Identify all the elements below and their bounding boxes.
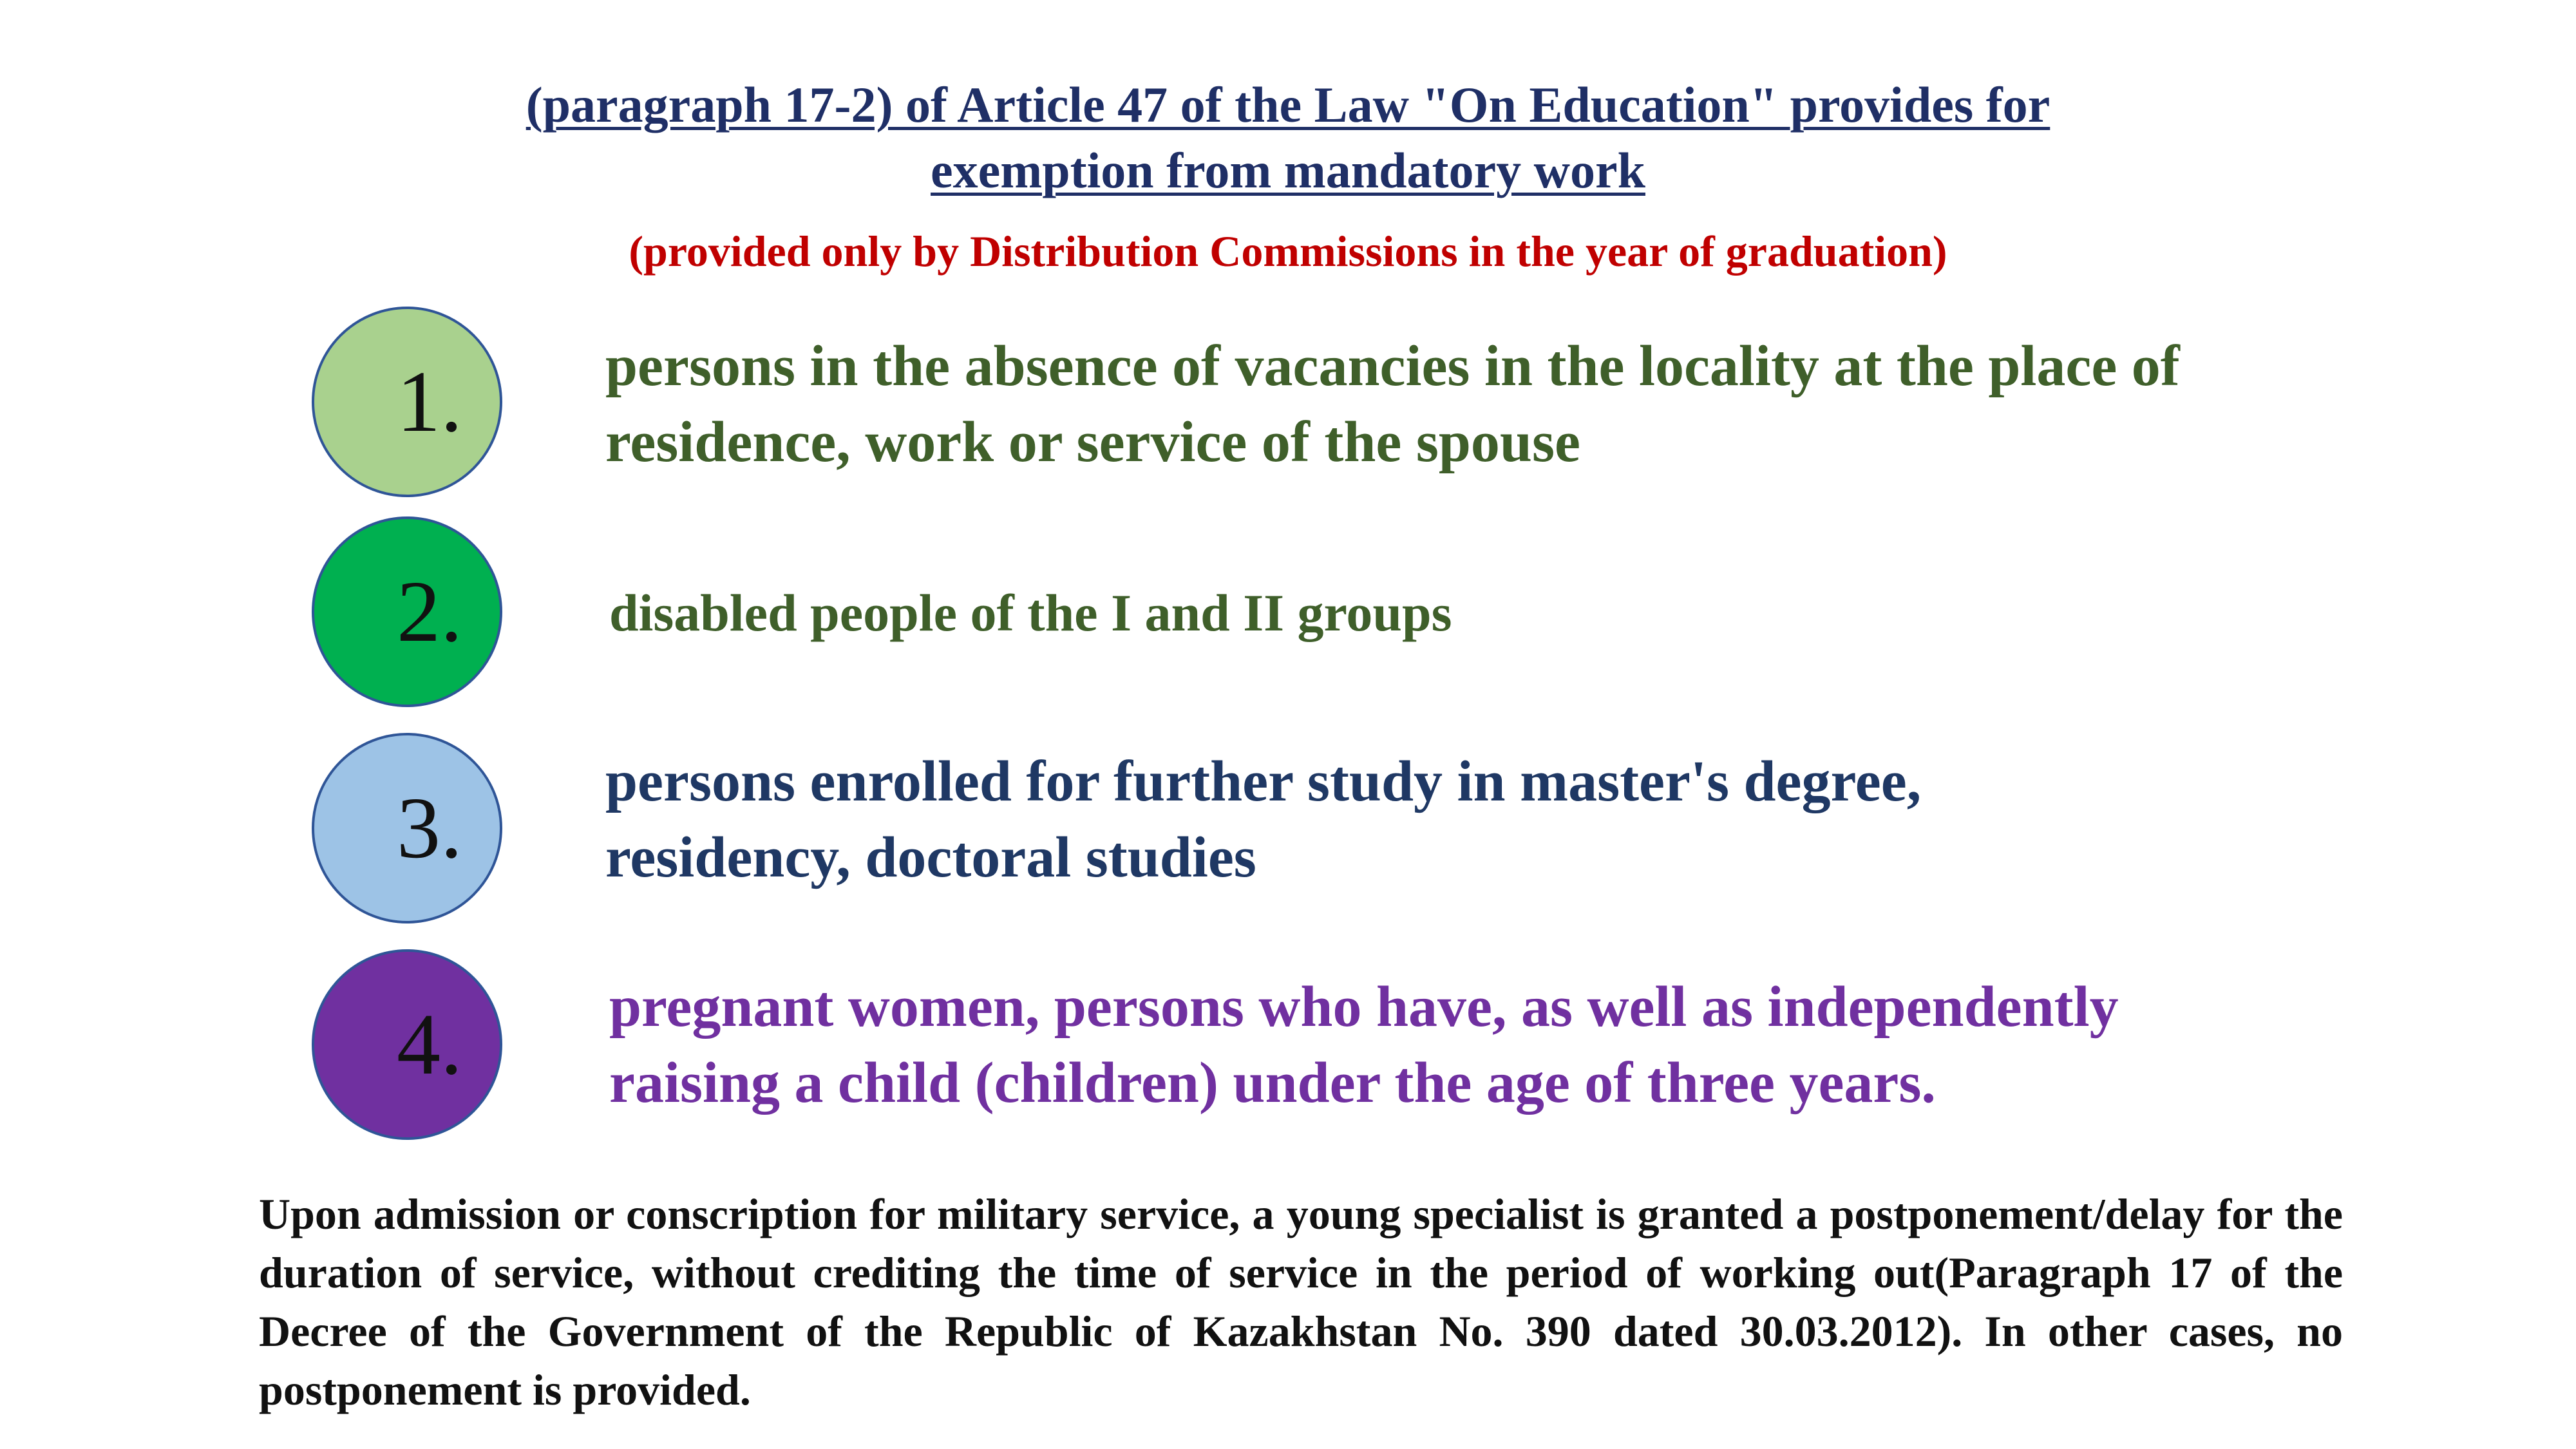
heading-line-1: (paragraph 17-2) of Article 47 of the Law "On Education" provides for	[526, 77, 2050, 133]
item-number-1: 1.	[397, 354, 462, 450]
number-circle-3	[312, 733, 502, 923]
footer-note: Upon admission or conscription for military service, a young specialist is granted a postponement/delay for the duration of service, without crediting the time of service in the period of working out(Paragraph 17 of the Decree of the Government of the Republic of Kazakhstan No. 390 dated 30.03.2012). In other cases, no postponement is provided.	[259, 1189, 2343, 1414]
number-circle-4	[312, 949, 502, 1140]
item-1-line-1: persons in the absence of vacancies in the locality at the place of	[605, 334, 2180, 398]
item-number-2: 2.	[397, 564, 462, 660]
item-3-line-2: residency, doctoral studies	[605, 826, 1256, 889]
item-4-line-1: pregnant women, persons who have, as well as independently	[609, 975, 2119, 1039]
number-circle-1	[312, 307, 502, 497]
item-1-line-2: residence, work or service of the spouse	[605, 410, 1580, 474]
heading-line-2: exemption from mandatory work	[931, 142, 1645, 198]
number-circle-2	[312, 516, 502, 707]
item-number-4: 4.	[397, 996, 462, 1093]
item-text-1	[605, 328, 2180, 480]
item-number-3: 3.	[397, 780, 462, 876]
item-text-3	[605, 744, 1921, 896]
item-text-4	[609, 969, 2119, 1121]
slide-subheading: (provided only by Distribution Commissions in the year of graduation)	[629, 227, 1947, 276]
item-2-line-1: disabled people of the I and II groups	[609, 583, 1452, 642]
item-text-2	[609, 575, 1452, 651]
item-4-line-2: raising a child (children) under the age of three years.	[609, 1051, 1936, 1115]
item-3-line-1: persons enrolled for further study in master's degree,	[605, 750, 1922, 813]
slide-heading	[386, 72, 2190, 204]
